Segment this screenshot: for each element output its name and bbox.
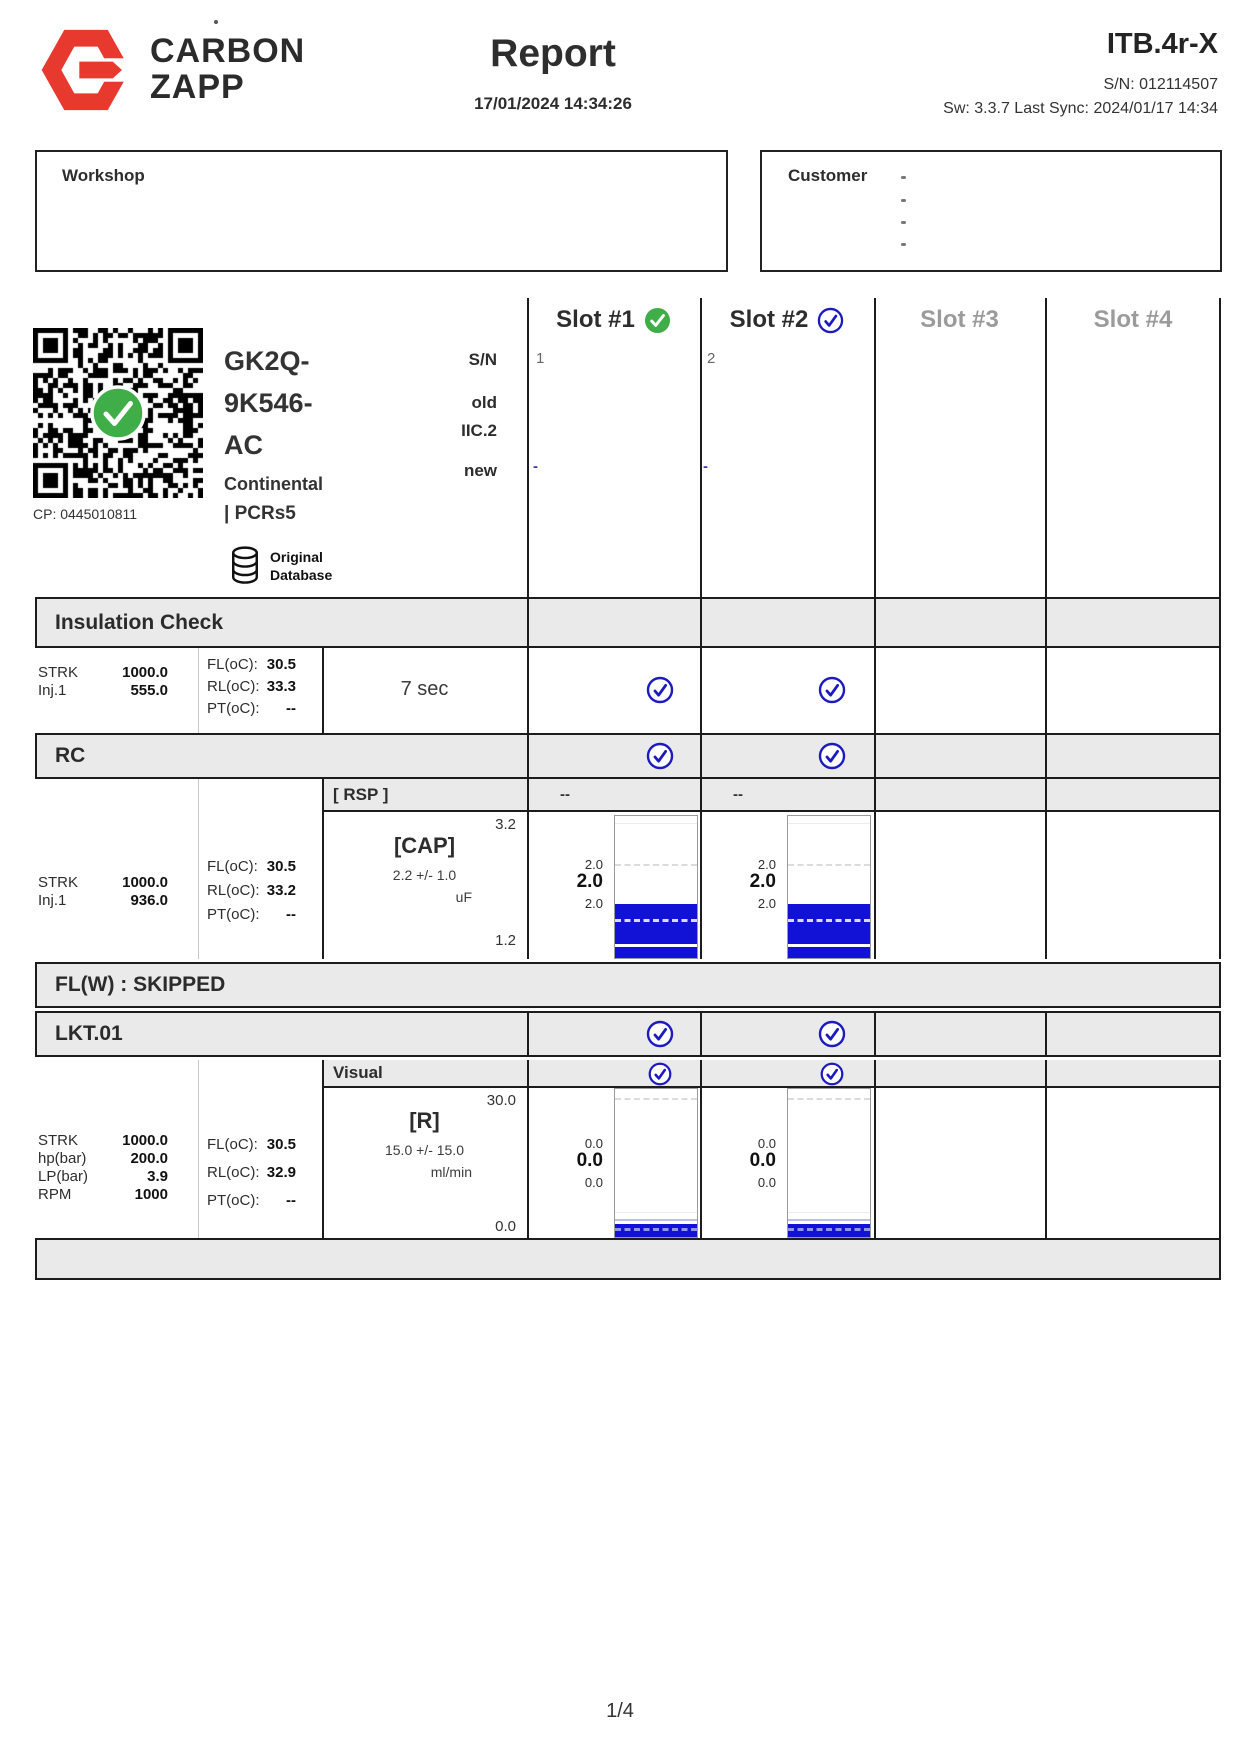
injector-code-line1: GK2Q- xyxy=(224,346,310,376)
injector-code-line3: AC xyxy=(224,430,263,460)
r-slot2-chart xyxy=(787,1088,871,1238)
rsp-label: [ RSP ] xyxy=(333,785,389,804)
slot1-sn-value: 1 xyxy=(536,350,545,367)
temp-label: FL(oC): xyxy=(207,858,258,875)
divider xyxy=(1219,298,1221,597)
slot1-header xyxy=(527,306,700,334)
cap-scale-min: 1.2 xyxy=(495,932,516,949)
param-value: 1000 xyxy=(134,1186,168,1203)
cap-slot2-chart xyxy=(787,815,871,959)
rsp-subrow xyxy=(322,779,1221,812)
divider xyxy=(1045,599,1047,646)
temp-value: 30.5 xyxy=(266,1136,296,1153)
lkt-title: LKT.01 xyxy=(55,1022,123,1045)
chart-highlight-line xyxy=(788,1219,870,1221)
param-value: 555.0 xyxy=(130,682,168,699)
divider xyxy=(527,1060,529,1238)
db-badge-line2: Database xyxy=(270,567,333,583)
device-name: ITB.4r-X xyxy=(1106,28,1218,60)
divider xyxy=(874,648,876,733)
slot3-header xyxy=(874,306,1045,334)
workshop-label: Workshop xyxy=(62,166,145,185)
divider xyxy=(1219,648,1221,733)
temp-label: RL(oC): xyxy=(207,678,260,695)
divider xyxy=(1219,1060,1221,1238)
divider xyxy=(527,735,529,777)
cap-slot2-min: 2.0 xyxy=(757,896,776,911)
insulation-section-bar xyxy=(35,597,1221,648)
temp-value: -- xyxy=(286,1192,296,1209)
param-value: 200.0 xyxy=(130,1150,168,1167)
blue-check-icon xyxy=(818,742,846,770)
r-slot1-max: 0.0 xyxy=(584,1136,603,1151)
device-serial: S/N: 012114507 xyxy=(1103,76,1218,93)
param-label: hp(bar) xyxy=(38,1150,87,1167)
param-value: 1000.0 xyxy=(122,664,168,681)
divider xyxy=(198,779,199,959)
blue-check-icon xyxy=(648,1062,672,1086)
slot2-header xyxy=(700,306,874,334)
divider xyxy=(700,298,702,597)
temp-label: FL(oC): xyxy=(207,656,258,673)
r-slot1-chart xyxy=(614,1088,698,1238)
green-check-icon xyxy=(644,307,671,334)
cap-tolerance: 2.2 +/- 1.0 xyxy=(392,867,457,883)
temp-label: PT(oC): xyxy=(207,906,260,923)
rsp-slot1-value: -- xyxy=(560,786,570,803)
carbon-zapp-logo xyxy=(40,26,132,114)
param-label: RPM xyxy=(38,1186,72,1203)
slot2-sn-value: 2 xyxy=(707,350,716,367)
customer-dot xyxy=(901,243,906,246)
divider xyxy=(1045,1013,1047,1055)
chart-tolerance-line xyxy=(788,864,870,866)
cp-number: CP: 0445010811 xyxy=(33,506,138,522)
divider xyxy=(874,298,876,597)
temp-value: -- xyxy=(286,906,296,923)
param-label: Inj.1 xyxy=(38,682,67,699)
report-datetime: 17/01/2024 14:34:26 xyxy=(474,94,632,113)
insulation-row xyxy=(35,648,1221,733)
slot1-new-value: - xyxy=(533,458,538,475)
divider xyxy=(700,599,702,646)
divider xyxy=(527,1013,529,1055)
chart-gridline xyxy=(615,823,697,824)
chart-tolerance-line xyxy=(788,1098,870,1100)
divider xyxy=(874,735,876,777)
slot4-label: Slot #4 xyxy=(1093,306,1173,333)
rsp-slot2-value: -- xyxy=(733,786,743,803)
cap-slot2-value: 2.0 xyxy=(749,871,776,892)
injector-brand: Continental xyxy=(224,474,323,494)
r-slot2-min: 0.0 xyxy=(757,1175,776,1190)
report-title: Report xyxy=(490,32,616,75)
chart-tolerance-line xyxy=(615,1098,697,1100)
chart-min-line xyxy=(788,944,870,947)
bottom-section-bar xyxy=(35,1238,1221,1280)
row-label-iic: IIC.2 xyxy=(461,421,497,440)
param-label: STRK xyxy=(38,1132,79,1149)
database-icon xyxy=(229,545,261,587)
divider xyxy=(700,1060,702,1238)
blue-check-icon xyxy=(818,676,846,704)
customer-dot xyxy=(901,176,906,179)
param-value: 1000.0 xyxy=(122,1132,168,1149)
cap-slot1-min: 2.0 xyxy=(584,896,603,911)
divider xyxy=(527,298,529,597)
r-slot2-max: 0.0 xyxy=(757,1136,776,1151)
divider xyxy=(700,779,702,959)
rc-section-bar xyxy=(35,733,1221,779)
chart-avg-line xyxy=(788,1228,870,1231)
cap-slot1-value: 2.0 xyxy=(576,871,603,892)
chart-gridline xyxy=(615,1212,697,1213)
brand-line2: ZAPP xyxy=(150,68,245,106)
slot2-new-value: - xyxy=(703,458,708,475)
r-slot1-min: 0.0 xyxy=(584,1175,603,1190)
temp-value: 32.9 xyxy=(266,1164,296,1181)
chart-avg-line xyxy=(615,1228,697,1231)
blue-check-icon xyxy=(820,1062,844,1086)
divider xyxy=(700,648,702,733)
slot2-label: Slot #2 xyxy=(729,306,809,333)
r-slot1-value: 0.0 xyxy=(576,1150,603,1171)
visual-subrow xyxy=(322,1060,1221,1088)
injector-family: | PCRs5 xyxy=(224,503,296,524)
divider xyxy=(1045,779,1047,959)
chart-avg-line xyxy=(615,919,697,922)
r-scale-max: 30.0 xyxy=(486,1092,516,1109)
chart-bar xyxy=(788,904,870,959)
customer-dot xyxy=(901,199,906,202)
r-scale-min: 0.0 xyxy=(495,1218,516,1235)
cap-test-name: [CAP] xyxy=(393,833,456,858)
slot3-label: Slot #3 xyxy=(920,306,999,333)
temp-value: 30.5 xyxy=(266,858,296,875)
divider xyxy=(700,735,702,777)
divider xyxy=(527,599,529,646)
param-label: STRK xyxy=(38,664,79,681)
rc-title: RC xyxy=(55,744,86,767)
temp-value: 30.5 xyxy=(266,656,296,673)
flw-title: FL(W) : SKIPPED xyxy=(55,973,226,996)
divider xyxy=(527,648,529,733)
chart-tolerance-line xyxy=(615,864,697,866)
chart-bar xyxy=(615,904,697,959)
temp-label: PT(oC): xyxy=(207,1192,260,1209)
stray-dot xyxy=(214,20,218,24)
blue-check-icon xyxy=(818,1020,846,1048)
blue-check-icon xyxy=(646,676,674,704)
r-unit: ml/min xyxy=(430,1164,472,1180)
cap-slot1-max: 2.0 xyxy=(584,857,603,872)
divider xyxy=(1045,298,1047,597)
temp-value: 33.2 xyxy=(266,882,296,899)
chart-gridline xyxy=(788,1212,870,1213)
chart-min-line xyxy=(615,944,697,947)
device-sw-sync: Sw: 3.3.7 Last Sync: 2024/01/17 14:34 xyxy=(943,100,1218,117)
row-label-old: old xyxy=(471,393,497,412)
cap-scale-max: 3.2 xyxy=(495,816,516,833)
customer-dot xyxy=(901,221,906,224)
divider xyxy=(1045,735,1047,777)
chart-bar xyxy=(615,1224,697,1238)
cap-slot2-max: 2.0 xyxy=(757,857,776,872)
param-label: LP(bar) xyxy=(38,1168,89,1185)
param-label: Inj.1 xyxy=(38,892,67,909)
injector-code-line2: 9K546- xyxy=(224,388,313,418)
row-label-new: new xyxy=(463,461,497,480)
slot1-label: Slot #1 xyxy=(556,306,635,333)
divider xyxy=(874,1060,876,1238)
insulation-test-value: 7 sec xyxy=(400,678,449,700)
customer-label: Customer xyxy=(788,166,868,185)
divider xyxy=(527,779,529,959)
insulation-title: Insulation Check xyxy=(55,610,224,634)
chart-bar xyxy=(788,1224,870,1238)
blue-check-icon xyxy=(817,307,844,334)
divider xyxy=(1219,779,1221,959)
page-number: 1/4 xyxy=(606,1700,634,1722)
r-tolerance: 15.0 +/- 15.0 xyxy=(384,1142,464,1158)
divider xyxy=(1045,1060,1047,1238)
temp-label: RL(oC): xyxy=(207,1164,260,1181)
lkt-section-bar xyxy=(35,1011,1221,1057)
divider xyxy=(874,1013,876,1055)
param-label: STRK xyxy=(38,874,79,891)
blue-check-icon xyxy=(646,1020,674,1048)
divider xyxy=(198,1060,199,1238)
temp-label: PT(oC): xyxy=(207,700,260,717)
divider xyxy=(1045,648,1047,733)
slot4-header xyxy=(1045,306,1221,334)
db-badge-line1: Original xyxy=(270,549,323,565)
temp-label: RL(oC): xyxy=(207,882,260,899)
lkt-test-block xyxy=(35,1060,1221,1238)
row-label-sn: S/N xyxy=(468,350,497,369)
blue-check-icon xyxy=(646,742,674,770)
qr-green-check-icon xyxy=(90,385,146,441)
temp-value: -- xyxy=(286,700,296,717)
r-test-name: [R] xyxy=(409,1108,440,1133)
chart-gridline xyxy=(788,823,870,824)
param-value: 1000.0 xyxy=(122,874,168,891)
divider xyxy=(198,648,199,733)
visual-label: Visual xyxy=(333,1063,383,1082)
flw-section-bar xyxy=(35,962,1221,1008)
rc-test-block xyxy=(35,779,1221,959)
chart-avg-line xyxy=(788,919,870,922)
chart-highlight-line xyxy=(615,1219,697,1221)
param-value: 936.0 xyxy=(130,892,168,909)
temp-label: FL(oC): xyxy=(207,1136,258,1153)
param-value: 3.9 xyxy=(147,1168,168,1185)
cap-unit: uF xyxy=(455,889,472,905)
r-slot2-value: 0.0 xyxy=(749,1150,776,1171)
brand-line1: CARBON xyxy=(150,32,306,70)
divider xyxy=(874,779,876,959)
cap-slot1-chart xyxy=(614,815,698,959)
divider xyxy=(700,1013,702,1055)
divider xyxy=(874,599,876,646)
temp-value: 33.3 xyxy=(266,678,296,695)
